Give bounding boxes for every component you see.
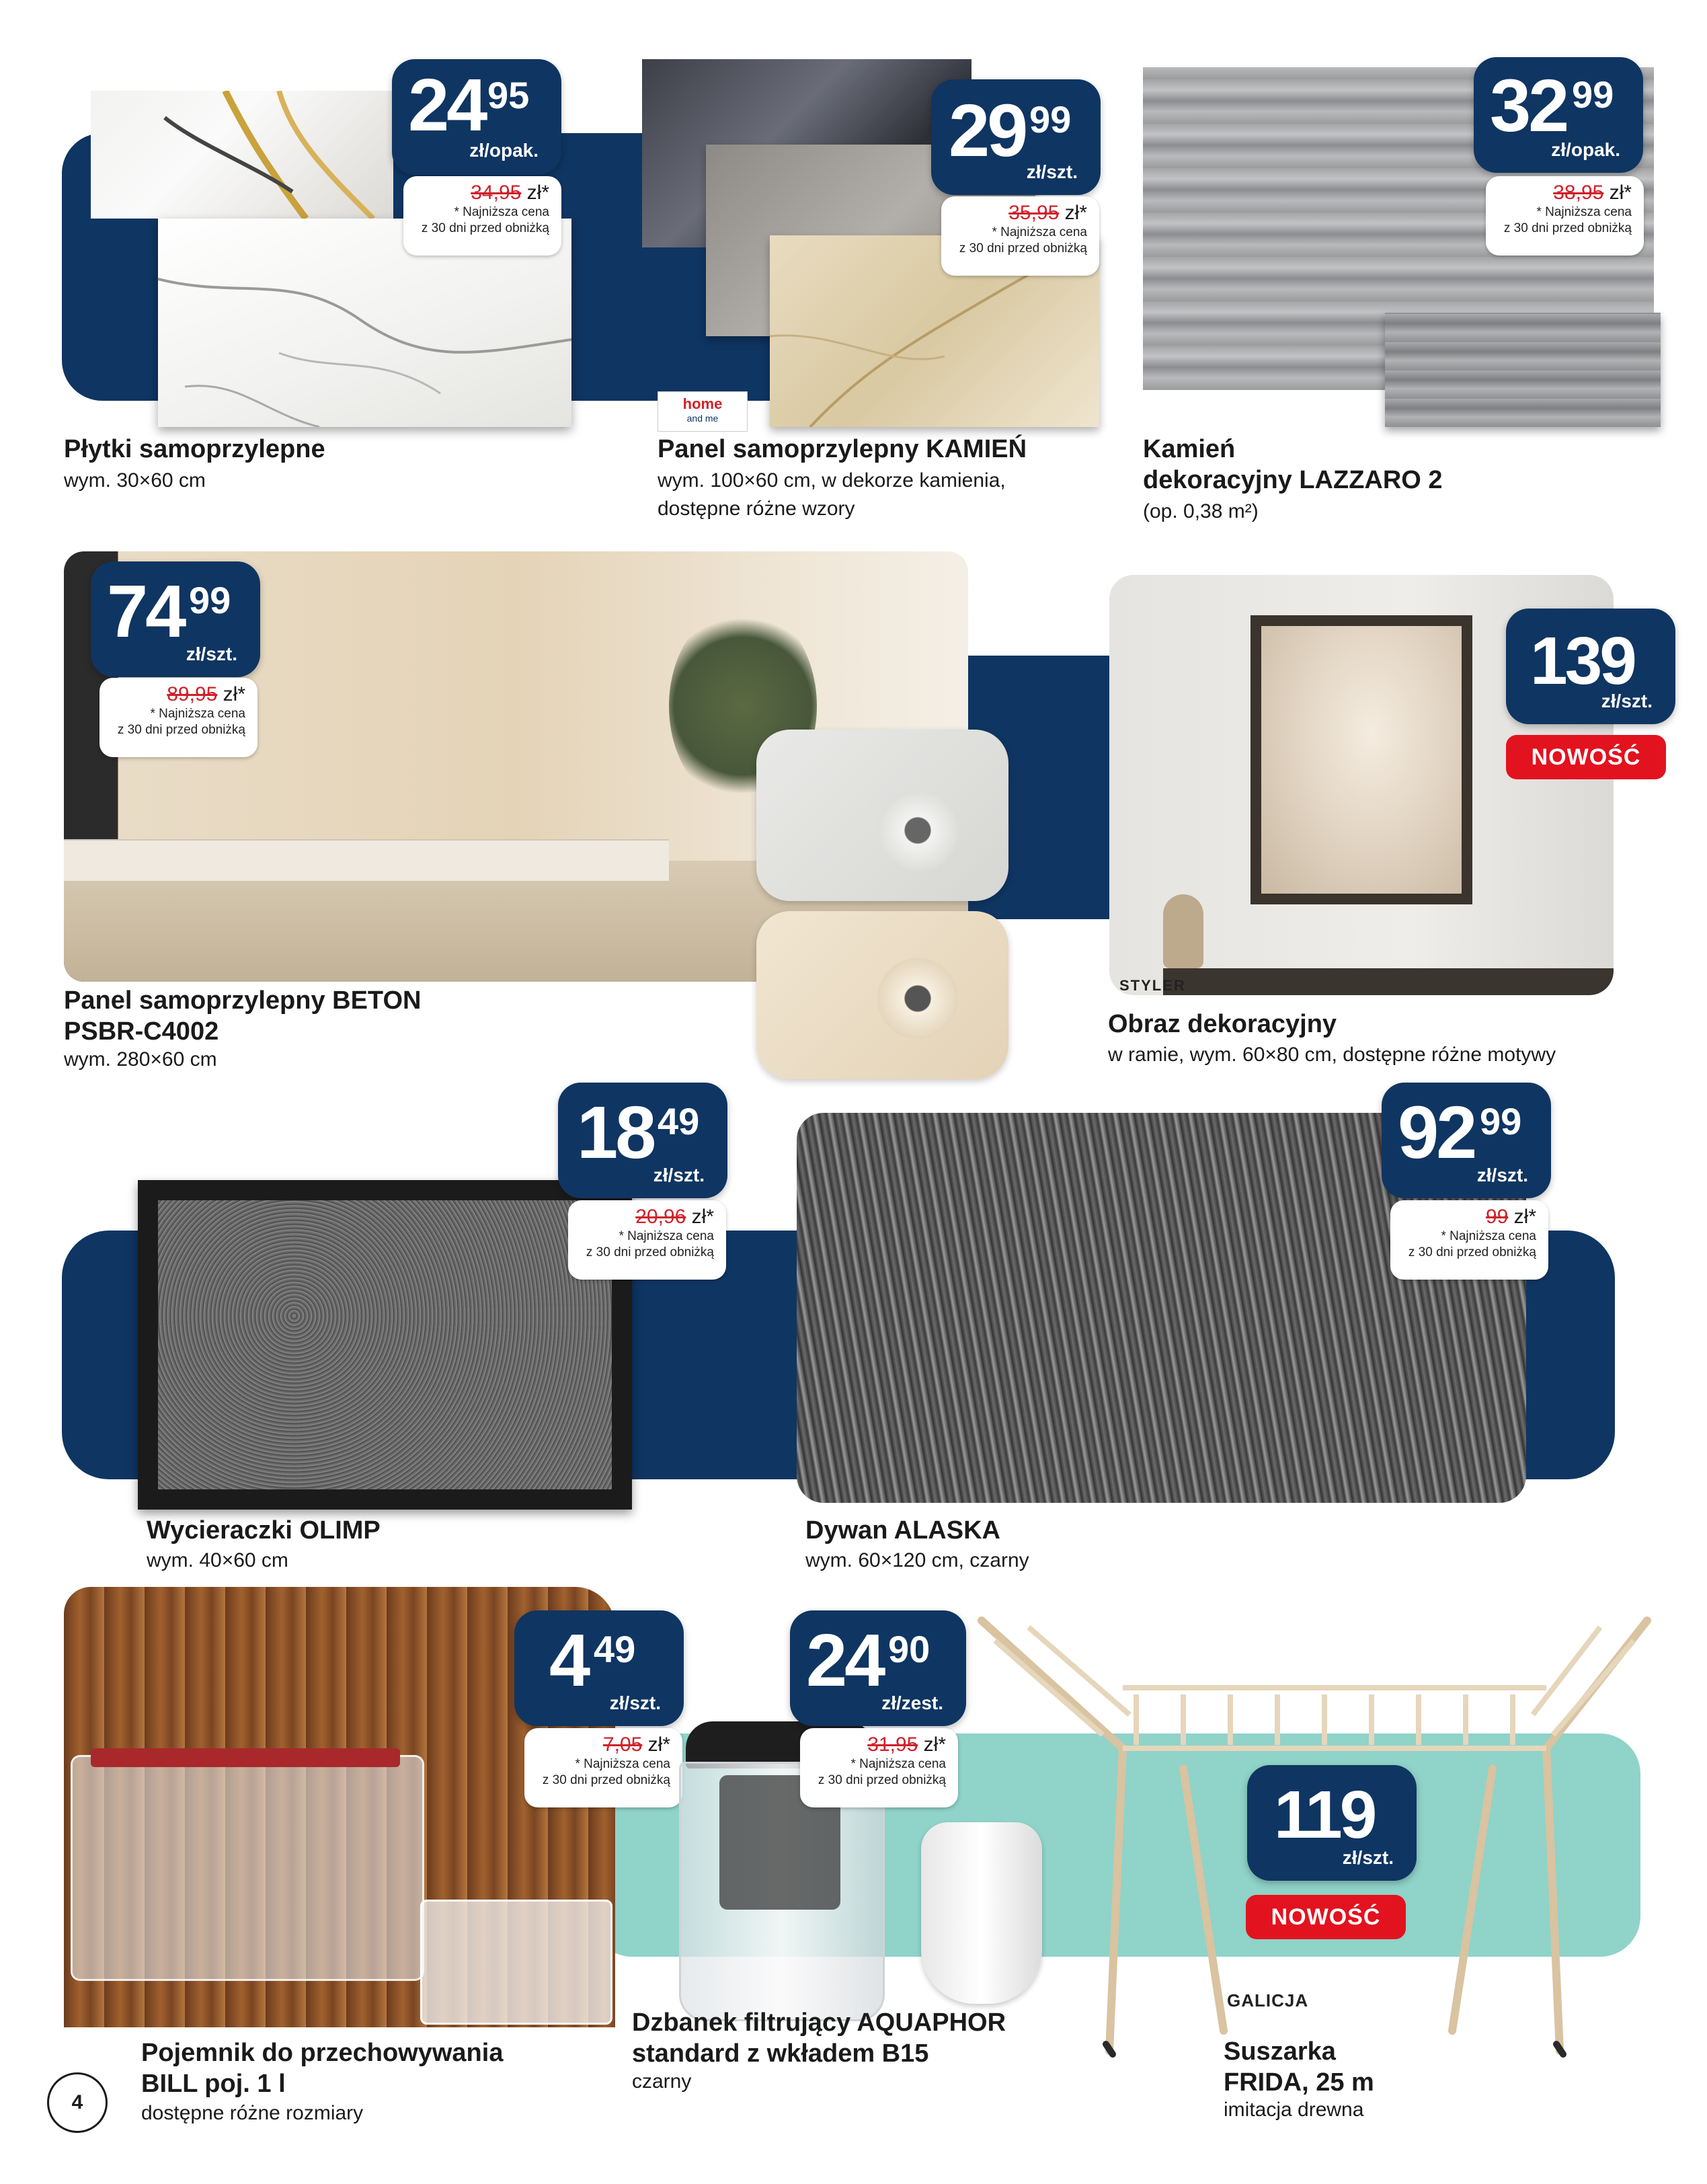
product-title-dzbanek: Dzbanek filtrujący AQUAPHOR standard z wkładem B15 — [632, 2008, 1006, 2068]
old-price-box-lazzaro — [1486, 176, 1644, 256]
price-badge-pojemnik — [514, 1610, 684, 1726]
lowest-price-note-2: z 30 dni przed obniżką — [959, 241, 1087, 256]
price-badge-dywan — [1382, 1083, 1551, 1198]
product-desc-obraz: w ramie, wym. 60×80 cm, dostępne różne motywy — [1108, 1044, 1556, 1066]
product-desc-wycieraczki: wym. 40×60 cm — [147, 1549, 288, 1571]
product-title-obraz: Obraz dekoracyjny — [1108, 1010, 1337, 1038]
price-unit: zł/zest. — [881, 1692, 943, 1713]
price-dec: 95 — [487, 74, 530, 116]
product-title-lazzaro: Kamień dekoracyjny LAZZARO 2 — [1143, 435, 1443, 494]
price-badge-plytki — [392, 59, 561, 175]
old-price: 31,95 zł* — [867, 1733, 946, 1756]
product-desc-pojemnik: dostępne różne rozmiary — [141, 2102, 364, 2124]
price-dec: 99 — [1480, 1100, 1522, 1142]
old-price: 34,95 zł* — [471, 182, 549, 204]
product-desc-dzbanek: czarny — [632, 2070, 692, 2093]
price-int: 119 — [1274, 1777, 1375, 1852]
wycieraczki-image — [138, 1180, 632, 1510]
product-desc-dywan: wym. 60×120 cm, czarny — [805, 1549, 1029, 1571]
lowest-price-note: * Najniższa cena — [850, 1757, 946, 1771]
product-title-wycieraczki: Wycieraczki OLIMP — [147, 1516, 381, 1545]
price-badge-kamien — [931, 79, 1101, 195]
beton-roll-grey — [756, 730, 1008, 901]
price-badge-lazzaro — [1474, 57, 1643, 173]
brand-logo-sub: and me — [686, 413, 719, 424]
old-price-box-beton — [100, 678, 257, 757]
price-unit: zł/szt. — [653, 1165, 705, 1185]
price-int: 4 — [549, 1619, 588, 1702]
price-dec: 90 — [888, 1628, 930, 1670]
price-unit: zł/szt. — [1601, 691, 1653, 711]
lowest-price-note: * Najniższa cena — [992, 225, 1087, 239]
old-price-box-plytki — [403, 176, 561, 256]
price-badge-suszarka — [1247, 1765, 1417, 1881]
galicja-logo: GALICJA — [1227, 1990, 1309, 2011]
price-badge-wycieraczki — [558, 1083, 727, 1198]
price-dec: 99 — [1029, 98, 1072, 141]
lowest-price-note-2: z 30 dni przed obniżką — [586, 1245, 714, 1259]
price-unit: zł/szt. — [186, 644, 237, 664]
old-price-box-dywan — [1390, 1200, 1548, 1280]
old-price: 89,95 zł* — [167, 683, 245, 705]
price-int: 18 — [577, 1091, 654, 1174]
roll-decor — [877, 958, 958, 1039]
price-dec: 49 — [658, 1100, 700, 1142]
price-int: 24 — [806, 1619, 883, 1702]
new-badge-suszarka: NOWOŚĆ — [1246, 1895, 1406, 1939]
old-price: 7,05 zł* — [602, 1733, 670, 1756]
price-unit: zł/szt. — [1026, 161, 1078, 182]
box-lid-decor — [91, 1748, 400, 1767]
product-title-pojemnik: Pojemnik do przechowywania BILL poj. 1 l — [141, 2039, 504, 2098]
lowest-price-note: * Najniższa cena — [575, 1757, 670, 1771]
lowest-price-note: * Najniższa cena — [1536, 205, 1632, 219]
small-box-decor — [420, 1900, 612, 2025]
price-unit: zł/szt. — [1342, 1847, 1394, 1868]
price-int: 74 — [107, 570, 184, 653]
canvas-decor — [1261, 626, 1462, 894]
price-badge-beton — [91, 561, 260, 677]
price-dec: 49 — [594, 1628, 636, 1670]
price-badge-dzbanek — [790, 1610, 966, 1726]
price-unit: zł/szt. — [1476, 1165, 1528, 1185]
price-int: 24 — [408, 64, 485, 147]
sideboard-decor — [1163, 968, 1614, 995]
price-int: 92 — [1398, 1091, 1475, 1174]
old-price-box-dzbanek — [800, 1728, 958, 1807]
styler-logo: STYLER — [1119, 977, 1186, 994]
old-price: 35,95 zł* — [1008, 202, 1087, 224]
product-title-beton: Panel samoprzylepny BETON PSBR-C4002 — [64, 986, 422, 1046]
lowest-price-note: * Najniższa cena — [619, 1229, 714, 1243]
old-price-box-wycieraczki — [568, 1200, 726, 1280]
gold-vein-decor — [91, 91, 393, 219]
product-desc-lazzaro: (op. 0,38 m²) — [1143, 500, 1259, 522]
product-desc-plytki: wym. 30×60 cm — [64, 469, 206, 492]
product-title-dywan: Dywan ALASKA — [805, 1516, 1000, 1545]
box-decor — [71, 1755, 424, 1981]
lowest-price-note-2: z 30 dni przed obniżką — [542, 1773, 670, 1787]
home-and-me-logo — [658, 391, 748, 432]
old-price: 99 zł* — [1485, 1206, 1536, 1228]
price-unit: zł/opak. — [469, 140, 539, 161]
lazzaro-sample — [1385, 313, 1661, 427]
lowest-price-note-2: z 30 dni przed obniżką — [421, 221, 549, 235]
lowest-price-note-2: z 30 dni przed obniżką — [1503, 221, 1632, 235]
price-int: 32 — [1490, 65, 1567, 147]
lowest-price-note: * Najniższa cena — [150, 707, 245, 721]
brand-logo-text: home — [682, 395, 723, 412]
price-int: 139 — [1530, 623, 1634, 699]
vase-decor — [1163, 894, 1203, 968]
price-unit: zł/opak. — [1551, 139, 1620, 160]
price-dec: 99 — [1572, 73, 1614, 116]
roll-decor — [877, 790, 958, 871]
product-desc-kamien: wym. 100×60 cm, w dekorze kamienia, dostępne różne wzory — [658, 469, 1006, 520]
page-number: 4 — [47, 2072, 108, 2133]
mat-texture-decor — [158, 1200, 612, 1489]
product-title-kamien: Panel samoprzylepny KAMIEŃ — [658, 435, 1027, 463]
lowest-price-note-2: z 30 dni przed obniżką — [117, 723, 245, 737]
old-price: 20,96 zł* — [635, 1206, 714, 1228]
price-dec: 99 — [189, 579, 231, 621]
lowest-price-note-2: z 30 dni przed obniżką — [1408, 1245, 1536, 1259]
plytki-image-back — [91, 91, 393, 219]
old-price: 38,95 zł* — [1553, 182, 1632, 204]
product-desc-beton: wym. 280×60 cm — [64, 1048, 217, 1070]
old-price-box-kamien — [941, 196, 1099, 276]
new-badge-obraz: NOWOŚĆ — [1506, 735, 1666, 779]
product-desc-suszarka: imitacja drewna — [1224, 2099, 1364, 2121]
product-title-plytki: Płytki samoprzylepne — [64, 435, 325, 463]
tv-cabinet-decor — [64, 839, 669, 881]
product-title-suszarka: Suszarka FRIDA, 25 m — [1224, 2037, 1374, 2097]
lowest-price-note: * Najniższa cena — [1441, 1229, 1536, 1243]
lowest-price-note: * Najniższa cena — [454, 205, 549, 219]
beton-roll-beige — [756, 911, 1008, 1079]
price-unit: zł/szt. — [609, 1692, 661, 1713]
price-badge-obraz — [1506, 609, 1675, 724]
frame-decor — [1251, 615, 1472, 904]
price-int: 29 — [949, 89, 1026, 172]
lowest-price-note-2: z 30 dni przed obniżką — [818, 1773, 946, 1787]
